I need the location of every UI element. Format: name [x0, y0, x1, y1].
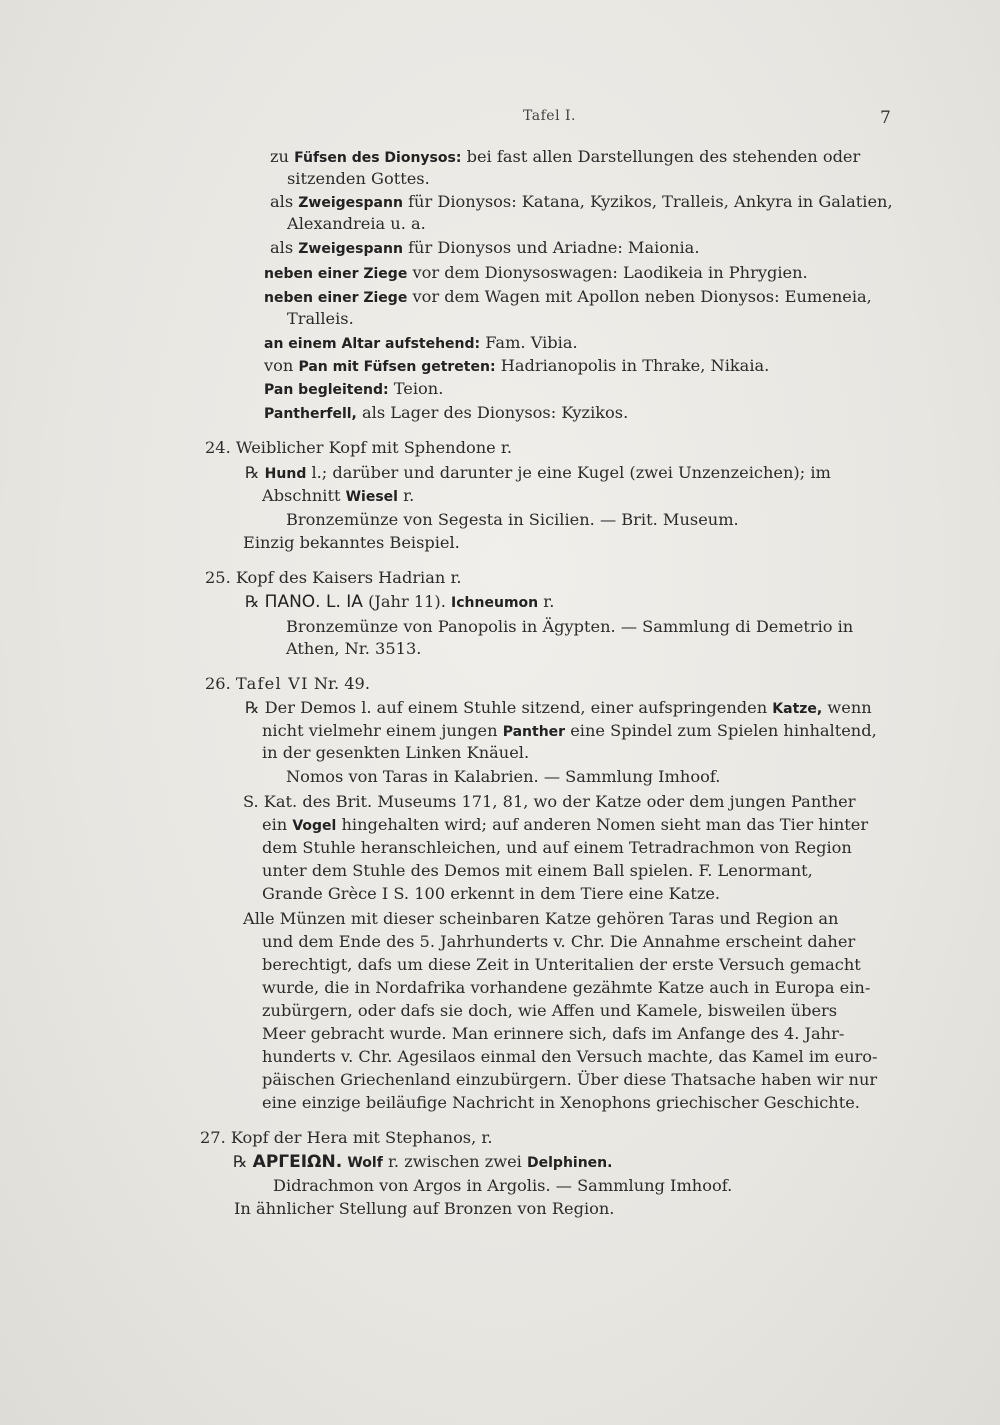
text-line — [287, 168, 430, 190]
bold-term: Pan mit Füfsen getreten: — [298, 359, 496, 375]
text-run: dem Stuhle heranschleichen, und auf einem Tetradrachmon von Region — [262, 838, 852, 857]
page-number: 7 — [880, 108, 891, 128]
text-run: ℞ Der Demos l. auf einem Stuhle sitzend, einer aufspringenden — [245, 698, 773, 717]
text-run: hunderts v. Chr. Agesilaos einmal den Versuch machte, das Kamel im euro- — [262, 1047, 878, 1066]
text-line — [270, 146, 860, 169]
text-run: 24. Weiblicher Kopf mit Sphendone r. — [205, 438, 512, 457]
text-run: für Dionysos: Katana, Kyzikos, Tralleis, Ankyra in Galatien, — [402, 192, 893, 211]
text-line — [245, 462, 831, 485]
text-run: und dem Ende des 5. Jahrhunderts v. Chr. Die Annahme erscheint daher — [262, 932, 856, 951]
bold-term: Pantherfell, — [264, 406, 357, 422]
text-line — [205, 567, 462, 589]
text-line — [262, 860, 813, 882]
text-run: zu — [270, 147, 295, 166]
text-run: Bronzemünze von Panopolis in Ägypten. — Sammlung di Demetrio in — [286, 617, 854, 636]
text-run: Athen, Nr. 3513. — [286, 639, 422, 658]
text-line — [264, 355, 769, 378]
text-line — [245, 697, 872, 720]
bold-term: Delphinen. — [527, 1155, 613, 1171]
greek-inscription: ΠΑΝΟ. L. ΙΑ — [264, 592, 363, 612]
bold-term: neben einer Ziege — [264, 266, 408, 282]
text-run: l.; darüber und darunter je eine Kugel (zwei Unzenzeichen); im — [306, 463, 831, 482]
text-line — [262, 1069, 877, 1091]
bold-term: Zweigespann — [298, 241, 403, 257]
text-line — [262, 1046, 878, 1068]
greek-inscription: ΑΡΓΕΙΩΝ. — [252, 1152, 343, 1172]
text-run: (Jahr 11). — [362, 592, 452, 611]
text-line — [286, 766, 720, 788]
text-line — [262, 1092, 860, 1114]
text-line — [286, 616, 853, 638]
text-line — [200, 1127, 493, 1149]
text-run: wurde, die in Nordafrika vorhandene gezähmte Katze auch in Europa ein- — [262, 978, 871, 997]
text-run: unter dem Stuhle des Demos mit einem Ball spielen. F. Lenormant, — [262, 861, 813, 880]
text-line — [264, 378, 443, 401]
text-run: ein — [262, 815, 293, 834]
bold-term: Ichneumon — [451, 595, 539, 611]
text-line — [205, 437, 512, 459]
text-line — [262, 837, 852, 859]
bold-term: Vogel — [292, 818, 337, 834]
text-run: eine Spindel zum Spielen hinhaltend, — [565, 721, 877, 740]
text-line — [262, 742, 529, 764]
text-run: S. Kat. des Brit. Museums 171, 81, wo der Katze oder dem jungen Panther — [243, 792, 856, 811]
text-line — [264, 286, 872, 309]
text-run: Hadrianopolis in Thrake, Nikaia. — [495, 356, 770, 375]
bold-term: Wolf — [347, 1155, 383, 1171]
bold-term: Füfsen des Dionysos: — [294, 150, 462, 166]
text-line — [205, 673, 370, 695]
text-run: Fam. Vibia. — [480, 333, 578, 352]
text-line — [243, 532, 460, 554]
text-line — [262, 931, 855, 953]
text-run: hingehalten wird; auf anderen Nomen sieht man das Tier hinter — [336, 815, 869, 834]
text-run: 26. — [205, 674, 236, 693]
text-line — [262, 720, 877, 743]
text-line — [264, 332, 578, 355]
text-run: Abschnitt — [262, 486, 346, 505]
text-run: sitzenden Gottes. — [287, 169, 430, 188]
text-run: In ähnlicher Stellung auf Bronzen von Region. — [234, 1199, 615, 1218]
text-run: 25. Kopf des Kaisers Hadrian r. — [205, 568, 462, 587]
bold-term: Wiesel — [345, 489, 398, 505]
text-line — [270, 191, 893, 214]
bold-term: an einem Altar aufstehend: — [264, 336, 481, 352]
text-line — [245, 591, 554, 614]
text-run: r. — [538, 592, 555, 611]
text-run: wenn — [822, 698, 872, 717]
text-line — [234, 1198, 614, 1220]
text-line — [262, 883, 720, 905]
text-run: Alexandreia u. a. — [287, 214, 426, 233]
bold-term: Hund — [264, 466, 307, 482]
text-run: r. zwischen zwei — [382, 1152, 528, 1171]
bold-term: Panther — [502, 724, 566, 740]
bold-term: Zweigespann — [298, 195, 403, 211]
text-run: 27. Kopf der Hera mit Stephanos, r. — [200, 1128, 493, 1147]
text-run: als Lager des Dionysos: Kyzikos. — [356, 403, 629, 422]
text-run: Teion. — [388, 379, 444, 398]
text-line — [243, 908, 838, 930]
bold-term: Katze, — [772, 701, 823, 717]
text-run: von — [264, 356, 299, 375]
running-title: Tafel I. — [523, 108, 576, 124]
text-run: ℞ — [245, 592, 265, 611]
text-run: Grande Grèce I S. 100 erkennt in dem Tiere eine Katze. — [262, 884, 721, 903]
text-line — [264, 262, 808, 285]
text-run: zubürgern, oder dafs sie doch, wie Affen und Kamele, bisweilen übers — [262, 1001, 838, 1020]
bold-term: Pan begleitend: — [264, 382, 389, 398]
text-run: in der gesenkten Linken Knäuel. — [262, 743, 530, 762]
text-run: Nr. 49. — [308, 674, 370, 693]
text-line — [270, 237, 699, 260]
spaced-text: Tafel VI — [235, 674, 309, 693]
text-line — [262, 1000, 837, 1022]
text-run: als — [270, 192, 299, 211]
text-line — [262, 485, 414, 508]
text-run: Didrachmon von Argos in Argolis. — Sammlung Imhoof. — [273, 1176, 733, 1195]
text-run: vor dem Wagen mit Apollon neben Dionysos: Eumeneia, — [407, 287, 872, 306]
text-run: als — [270, 238, 299, 257]
text-line — [243, 791, 856, 813]
page-header — [0, 108, 1000, 132]
text-run: Bronzemünze von Segesta in Sicilien. — Brit. Museum. — [286, 510, 739, 529]
text-run: bei fast allen Darstellungen des stehenden oder — [461, 147, 861, 166]
text-run: vor dem Dionysoswagen: Laodikeia in Phrygien. — [407, 263, 808, 282]
text-line — [287, 308, 354, 330]
text-line — [233, 1151, 612, 1174]
text-run: r. — [397, 486, 415, 505]
text-line — [286, 638, 421, 660]
text-run: für Dionysos und Ariadne: Maionia. — [402, 238, 700, 257]
text-run: Nomos von Taras in Kalabrien. — Sammlung Imhoof. — [286, 767, 721, 786]
text-run: Alle Münzen mit dieser scheinbaren Katze gehören Taras und Region an — [243, 909, 839, 928]
text-line — [262, 977, 870, 999]
text-line — [286, 509, 739, 531]
text-line — [262, 954, 861, 976]
text-line — [264, 402, 628, 425]
text-line — [273, 1175, 732, 1197]
text-line — [287, 213, 426, 235]
text-line — [262, 1023, 844, 1045]
text-run: ℞ — [233, 1152, 253, 1171]
text-line — [262, 814, 868, 837]
text-run: Meer gebracht wurde. Man erinnere sich, dafs im Anfange des 4. Jahr- — [262, 1024, 845, 1043]
text-run: Tralleis. — [287, 309, 354, 328]
text-run: päischen Griechenland einzubürgern. Über diese Thatsache haben wir nur — [262, 1070, 878, 1089]
text-run: Einzig bekanntes Beispiel. — [243, 533, 460, 552]
text-run: ℞ — [245, 463, 265, 482]
bold-term: neben einer Ziege — [264, 290, 408, 306]
text-run: eine einzige beiläufige Nachricht in Xenophons griechischer Geschichte. — [262, 1093, 860, 1112]
text-run: nicht vielmehr einem jungen — [262, 721, 503, 740]
text-run: berechtigt, dafs um diese Zeit in Unteritalien der erste Versuch gemacht — [262, 955, 861, 974]
